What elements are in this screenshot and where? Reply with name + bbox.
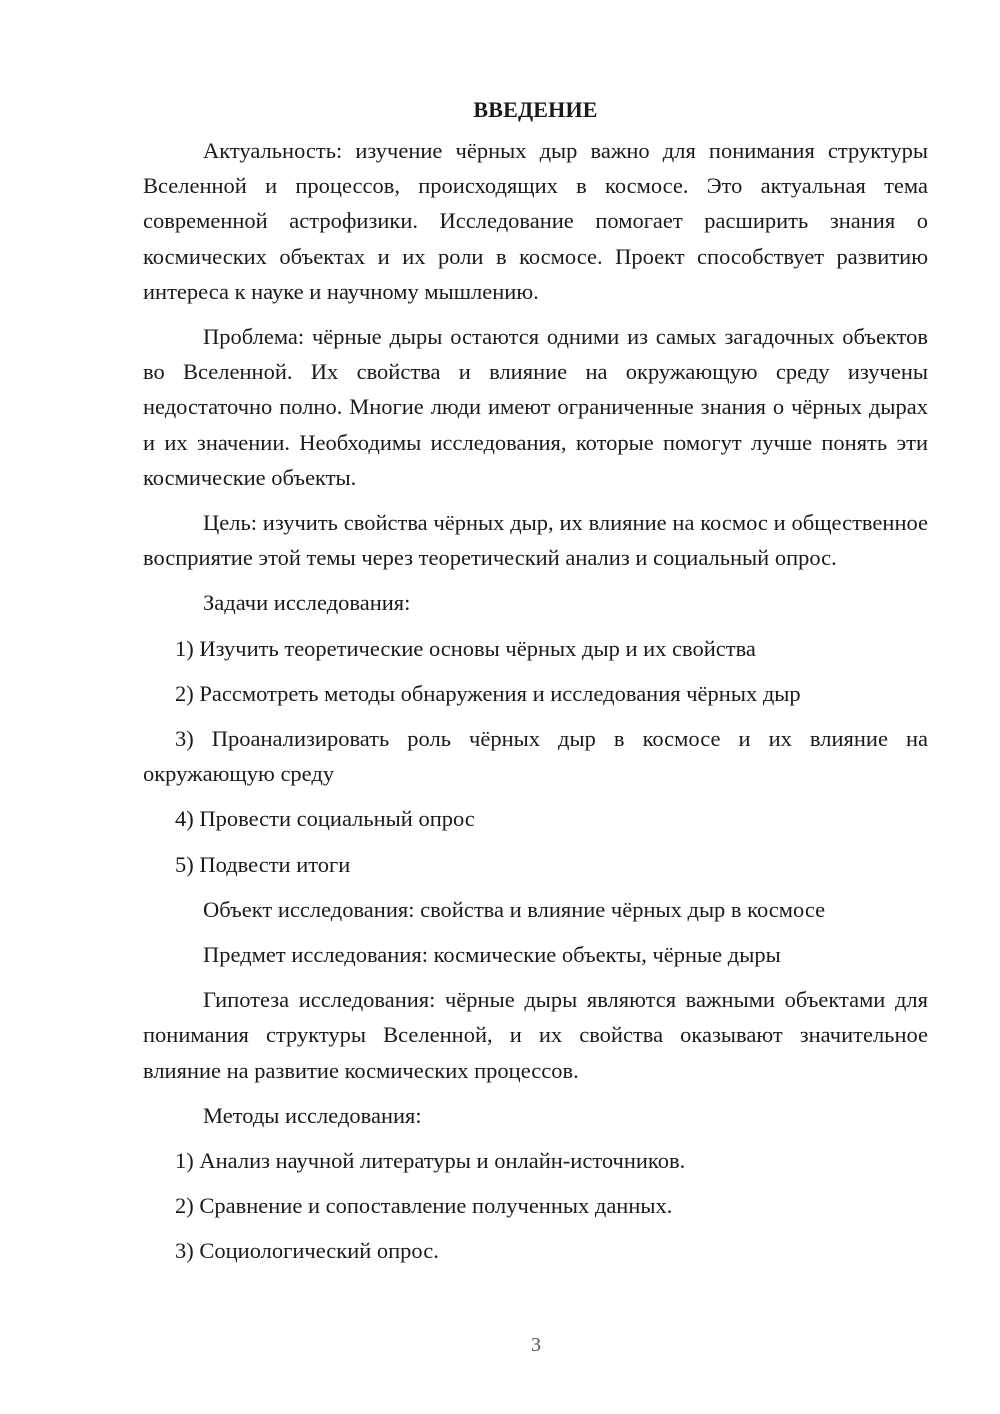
method-item-2: 2) Сравнение и сопоставление полученных данных.	[175, 1193, 673, 1219]
task-item-1: 1) Изучить теоретические основы чёрных дыр и их свойства	[175, 635, 756, 661]
methods-heading: Методы исследования:	[203, 1102, 422, 1128]
task-item-3: 3) Проанализировать роль чёрных дыр в космосе и их влияние на окружающую среду	[143, 726, 928, 787]
relevance-paragraph: Актуальность: изучение чёрных дыр важно для понимания структуры Вселенной и процессов, происходящих в космосе. Это актуальная тема современной астрофизики. Исследование помогает расширить знания о космических объектах и их роли в космосе. Проект способствует развитию интереса к науке и научному мышлению.	[143, 138, 928, 304]
tasks-heading: Задачи исследования:	[203, 590, 411, 616]
goal-paragraph: Цель: изучить свойства чёрных дыр, их влияние на космос и общественное восприятие этой темы через теоретический анализ и социальный опрос.	[143, 510, 928, 571]
research-subject: Предмет исследования: космические объекты, чёрные дыры	[203, 942, 781, 968]
section-title: ВВЕДЕНИЕ	[473, 97, 598, 122]
task-item-2: 2) Рассмотреть методы обнаружения и исследования чёрных дыр	[175, 680, 801, 706]
method-item-1: 1) Анализ научной литературы и онлайн-источников.	[175, 1148, 686, 1174]
page-number: 3	[531, 1334, 541, 1356]
task-item-4: 4) Провести социальный опрос	[175, 806, 475, 832]
problem-paragraph: Проблема: чёрные дыры остаются одними из самых загадочных объектов во Вселенной. Их свойства и влияние на окружающую среду изучены недостаточно полно. Многие люди имеют ограниченные знания о чёрных дырах и их значении. Необходимы исследования, которые помогут лучше понять эти космические объекты.	[143, 324, 928, 490]
task-item-5: 5) Подвести итоги	[175, 851, 351, 877]
hypothesis-paragraph: Гипотеза исследования: чёрные дыры являются важными объектами для понимания структуры Вселенной, и их свойства оказывают значительное влияние на развитие космических процессов.	[143, 987, 928, 1083]
method-item-3: 3) Социологический опрос.	[175, 1238, 439, 1264]
research-object: Объект исследования: свойства и влияние чёрных дыр в космосе	[203, 896, 826, 922]
document-page	[143, 95, 928, 1279]
